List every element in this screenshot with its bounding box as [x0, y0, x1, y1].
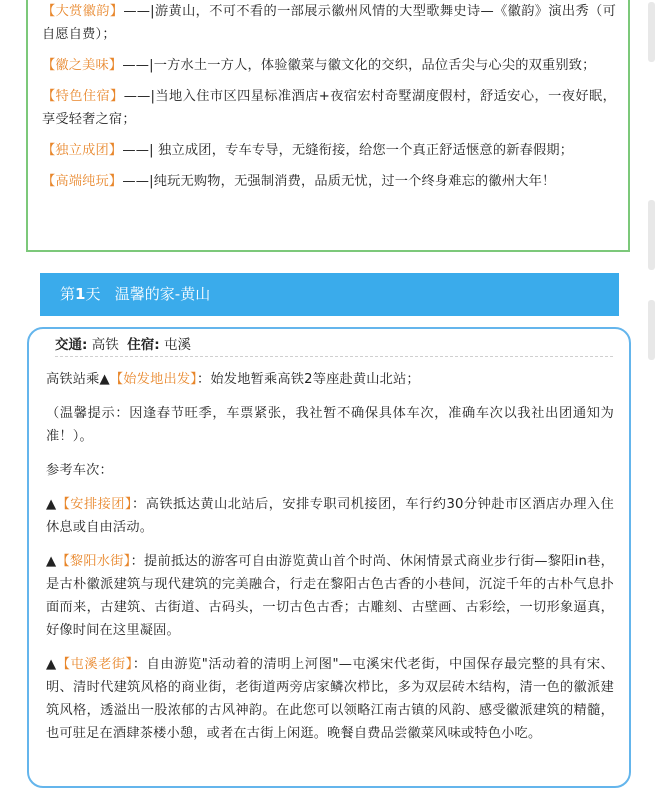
lodging-value: 屯溪	[164, 337, 191, 353]
scrollbar-track[interactable]	[648, 300, 655, 360]
feature-tag: 【徽之美味】	[42, 58, 123, 73]
feature-tag: 【独立成团】	[42, 143, 123, 158]
feature-text: ——|纯玩无购物，无强制消费，品质无忧，过一个终身难忘的徽州大年！	[122, 174, 556, 189]
feature-item	[42, 54, 616, 77]
feature-item	[42, 170, 616, 193]
feature-text: ——|当地入住市区四星标准酒店+夜宿宏村奇墅湖度假村，舒适安心，一夜好眠，享受轻奢之宿；	[42, 89, 617, 127]
day-itinerary	[46, 368, 614, 756]
item-tag: 【黎阳水街】	[56, 554, 131, 569]
transport-label: 交通:	[55, 337, 88, 353]
item-text: ：高铁抵达黄山北站后，安排专职司机接团，车行约30分钟赴市区酒店办理入住休息或自由活动。	[46, 497, 614, 535]
scrollbar-track[interactable]	[648, 200, 655, 270]
transport-lodging-row	[55, 334, 613, 357]
depart-pre: 高铁站乘▲	[46, 372, 110, 387]
feature-item	[42, 139, 616, 162]
itinerary-item	[46, 550, 614, 642]
day-number: 1	[75, 285, 86, 303]
scrollbar-track[interactable]	[648, 2, 655, 62]
item-text: ：提前抵达的游客可自由游览黄山首个时尚、休闲情景式商业步行街—黎阳in巷，是古朴徽派建筑与现代建筑的完美融合，行走在黎阳古色古香的小巷间，沉淀千年的古朴气息扑面而来，古建筑、古街道、古码头，一切古色古香；古雕刻、古壁画、古彩绘，一切形象逼真，好像时间在这里凝固。	[46, 554, 615, 638]
triangle-icon: ▲	[46, 497, 57, 512]
feature-text: ——|游黄山，不可不看的一部展示徽州风情的大型歌舞史诗—《徽韵》演出秀（可自愿自费）；	[42, 4, 616, 42]
feature-text: ——|一方水土一方人，体验徽菜与徽文化的交织，品位舌尖与心尖的双重别致；	[122, 58, 596, 73]
day-prefix: 第	[60, 285, 76, 303]
feature-tag: 【大赏徽韵】	[42, 4, 124, 19]
depart-tag: 【始发地出发】	[109, 372, 198, 387]
feature-tag: 【高端纯玩】	[42, 174, 123, 189]
item-text: ：自由游览"活动着的清明上河图"—屯溪宋代老街，中国保存最完整的具有宋、明、清时代建筑风格的商业街，老街道两旁店家鳞次栉比，多为双层砖木结构，清一色的徽派建筑风格，透溢出一股浓郁的古风神韵。在此您可以领略江南古镇的风韵、感受徽派建筑的精髓，也可驻足在酒肆茶楼小憩，或者在古街上闲逛。晚餐自费品尝徽菜风味或特色小吃。	[46, 657, 614, 741]
itinerary-item	[46, 493, 614, 539]
feature-tag: 【特色住宿】	[42, 89, 124, 104]
transport-value: 高铁	[91, 337, 119, 353]
notice-line: （温馨提示：因逢春节旺季，车票紧张，我社暂不确保具体车次，准确车次以我社出团通知为准！）。	[46, 406, 614, 444]
feature-item	[42, 0, 616, 46]
triangle-icon: ▲	[46, 554, 57, 569]
triangle-icon: ▲	[46, 657, 57, 672]
depart-text: ：始发地暂乘高铁2等座赴黄山北站；	[197, 372, 420, 387]
item-tag: 【屯溪老街】	[56, 657, 133, 672]
day-header	[40, 273, 619, 316]
itinerary-item	[46, 653, 614, 745]
ref-trains-line: 参考车次：	[46, 463, 113, 478]
item-tag: 【安排接团】	[56, 497, 133, 512]
day-suffix: 天	[85, 285, 101, 303]
feature-text: ——| 独立成团，专车专导，无缝衔接，给您一个真正舒适惬意的新春假期；	[122, 143, 574, 158]
lodging-label: 住宿:	[127, 337, 160, 353]
feature-item	[42, 85, 616, 131]
features-box	[26, 0, 630, 252]
depart-line	[46, 368, 614, 391]
day-title: 温馨的家-黄山	[114, 285, 211, 303]
